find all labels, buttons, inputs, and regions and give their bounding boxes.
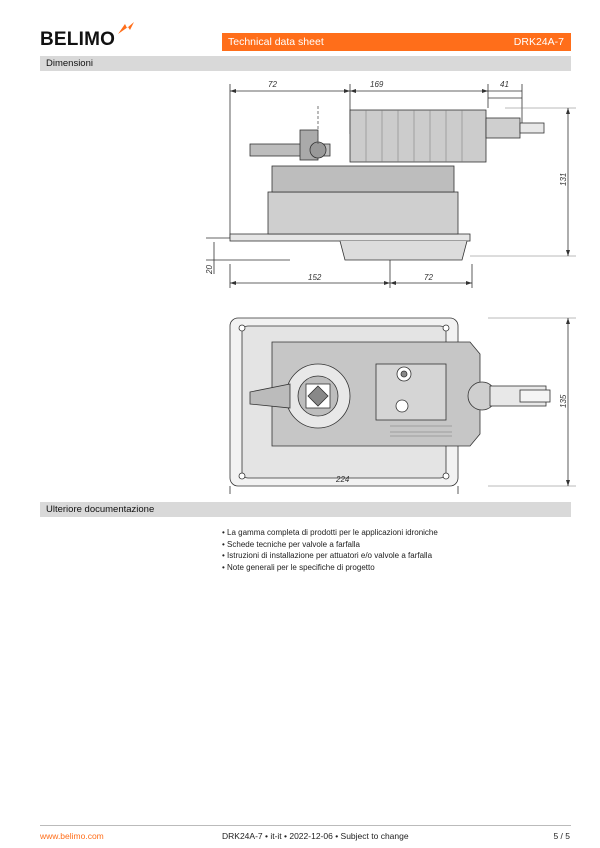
model-number: DRK24A-7: [513, 36, 564, 48]
list-item: • Schede tecniche per valvole a farfalla: [222, 539, 438, 551]
dim-label: 72: [268, 80, 277, 89]
dim-label: 224: [336, 475, 350, 484]
section-dimensions: [40, 56, 571, 71]
footer-divider: [40, 825, 571, 826]
brand-logo-icon: [116, 22, 136, 36]
dim-label: 135: [559, 394, 568, 408]
dim-label: 41: [500, 80, 509, 89]
doc-type: Technical data sheet: [228, 36, 324, 48]
dim-label: 169: [370, 80, 384, 89]
footer-link[interactable]: www.belimo.com: [40, 831, 104, 841]
dim-label: 20: [205, 265, 214, 274]
section-documentation-title: Ulteriore documentazione: [46, 504, 155, 515]
documentation-list: [222, 527, 438, 573]
list-item: • Istruzioni di installazione per attuatori e/o valvole a farfalla: [222, 550, 438, 562]
dim-label: 152: [308, 273, 322, 282]
dimension-drawing: [190, 74, 590, 494]
list-item: • La gamma completa di prodotti per le applicazioni idroniche: [222, 527, 438, 539]
brand-logo: [40, 30, 136, 49]
footer-doc-info: DRK24A-7 • it-it • 2022-12-06 • Subject to change: [222, 831, 409, 841]
header-bar: [222, 33, 571, 51]
dim-label: 131: [559, 172, 568, 186]
dim-label: 72: [424, 273, 433, 282]
section-dimensions-title: Dimensioni: [46, 58, 93, 69]
section-documentation: [40, 502, 571, 517]
brand-name: BELIMO: [40, 29, 116, 50]
page-number: 5 / 5: [553, 831, 570, 841]
list-item: • Note generali per le specifiche di progetto: [222, 562, 438, 574]
